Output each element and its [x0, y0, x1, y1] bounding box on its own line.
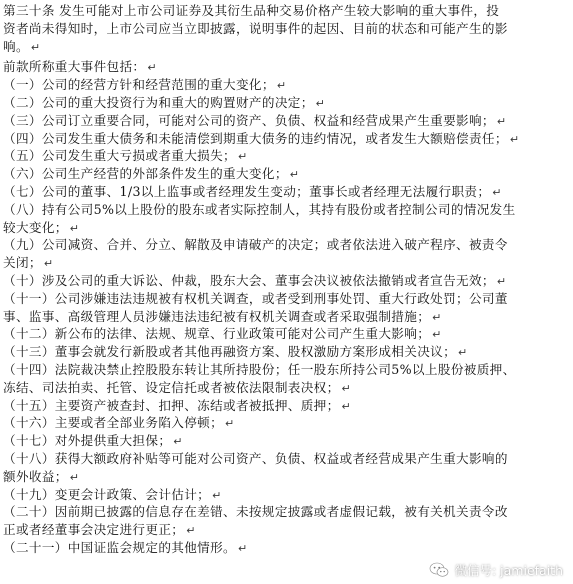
line-text: 响。	[3, 38, 29, 54]
line-text: 资者尚未得知时，上市公司应当立即披露，说明事件的起因、目前的状态和可能产生的影	[3, 20, 508, 36]
text-line	[3, 539, 570, 557]
paragraph-mark: ↵	[276, 79, 287, 93]
text-line	[3, 76, 570, 94]
paragraph-mark: ↵	[315, 96, 326, 110]
text-line	[3, 290, 570, 308]
text-line	[3, 112, 570, 130]
text-line	[3, 130, 570, 148]
line-text: （十四）法院裁决禁止控股股东转让其所持股份；任一股东所持公司5%以上股份被质押、	[3, 361, 516, 377]
line-text: （三）公司订立重要合同，可能对公司的资产、负债、权益和经营成果产生重要影响；	[3, 112, 495, 128]
paragraph-mark: ↵	[341, 381, 352, 395]
line-text: （六）公司生产经营的外部条件发生的重大变化；	[3, 166, 288, 182]
line-text: 冻结、司法拍卖、托管、设定信托或者被依法限制表决权；	[3, 379, 340, 395]
text-line	[3, 432, 570, 450]
line-text: （一）公司的经营方针和经营范围的重大变化；	[3, 77, 275, 93]
paragraph-mark: ↵	[496, 274, 507, 288]
line-text: （十八）获得大额政府补贴等可能对公司资产、负债、权益或者经营成果产生重大影响的	[3, 450, 508, 466]
text-line	[3, 254, 570, 272]
line-text: （二十一）中国证监会规定的其他情形。	[3, 539, 236, 555]
paragraph-mark: ↵	[238, 150, 248, 164]
line-text: （十一）公司涉嫌违法违规被有权机关调查，或者受到刑事处罚、重大行政处罚；公司董	[3, 290, 508, 306]
text-line	[3, 165, 570, 183]
text-line	[3, 147, 570, 165]
line-text: （二十）因前期已披露的信息存在差错、未按规定披露或者虚假记载，被有关机关责令改	[3, 504, 508, 520]
text-line	[3, 20, 570, 38]
paragraph-mark: ↵	[238, 541, 248, 555]
regulation-text	[3, 2, 570, 557]
text-line	[3, 468, 570, 486]
paragraph-mark: ↵	[509, 132, 520, 146]
line-text: 正或者经董事会决定进行更正；	[3, 522, 185, 538]
text-line	[3, 308, 570, 326]
paragraph-mark: ↵	[43, 257, 54, 271]
paragraph-mark: ↵	[173, 435, 183, 449]
paragraph-mark: ↵	[69, 221, 80, 235]
paragraph-mark: ↵	[496, 114, 507, 128]
line-text: （十二）新公布的法律、法规、规章、行业政策可能对公司产生重大影响；	[3, 326, 431, 342]
text-line	[3, 343, 570, 361]
text-line	[3, 450, 570, 468]
line-text: （七）公司的董事、1/3以上监事或者经理发生变动；董事长或者经理无法履行职责；	[3, 183, 491, 199]
line-text: （十七）对外提供重大担保；	[3, 433, 172, 449]
line-text: （十九）变更会计政策、会计估计；	[3, 486, 211, 502]
line-text: （八）持有公司5%以上股份的股东或者实际控制人，其持有股份或者控制公司的情况发生	[3, 201, 516, 217]
line-text: 较大变化；	[3, 219, 68, 235]
text-line	[3, 201, 570, 219]
text-line	[3, 361, 570, 379]
text-line	[3, 2, 570, 20]
paragraph-mark: ↵	[212, 488, 222, 502]
line-text: （二）公司的重大投资行为和重大的购置财产的决定；	[3, 94, 314, 110]
line-text: 关闭；	[3, 255, 42, 271]
paragraph-mark: ↵	[30, 40, 41, 54]
paragraph-mark: ↵	[432, 310, 442, 324]
line-text: （四）公司发生重大债务和未能清偿到期重大债务的违约情况，或者发生大额赔偿责任；	[3, 130, 508, 146]
line-text: （十五）主要资产被查封、扣押、冻结或者被抵押、质押；	[3, 397, 340, 413]
text-line	[3, 397, 570, 415]
text-line	[3, 521, 570, 539]
line-text: （十）涉及公司的重大诉讼、仲裁，股东大会、董事会决议被依法撤销或者宣告无效；	[3, 272, 495, 288]
text-line	[3, 58, 570, 76]
paragraph-mark: ↵	[432, 328, 442, 342]
text-line	[3, 183, 570, 201]
line-text: 前款所称重大事件包括：	[3, 59, 146, 75]
watermark-text: 微信号: jamiefaith	[454, 563, 563, 578]
paragraph-mark: ↵	[341, 399, 352, 413]
wechat-icon	[429, 562, 449, 578]
text-line	[3, 379, 570, 397]
line-text: 额外收益；	[3, 468, 68, 484]
paragraph-mark: ↵	[492, 185, 502, 199]
line-text: （五）公司发生重大亏损或者重大损失；	[3, 148, 236, 164]
text-line	[3, 414, 570, 432]
wechat-watermark	[429, 561, 563, 579]
text-line	[3, 38, 570, 56]
line-text: （十三）董事会就发行新股或者其他再融资方案、股权激励方案形成相关决议；	[3, 344, 457, 360]
paragraph-mark: ↵	[69, 470, 80, 484]
paragraph-mark: ↵	[186, 524, 196, 538]
text-line	[3, 486, 570, 504]
line-text: 第三十条 发生可能对上市公司证券及其衍生品种交易价格产生较大影响的重大事件，投	[3, 3, 500, 18]
paragraph-mark: ↵	[225, 417, 235, 431]
text-line	[3, 272, 570, 290]
paragraph-mark: ↵	[289, 168, 300, 182]
text-line	[3, 94, 570, 112]
text-line	[3, 236, 570, 254]
line-text: （十六）主要或者全部业务陷入停顿；	[3, 415, 224, 431]
paragraph-mark: ↵	[458, 346, 468, 360]
line-text: 事、监事、高级管理人员涉嫌违法违纪被有权机关调查或者采取强制措施；	[3, 308, 431, 324]
text-line	[3, 219, 570, 237]
line-text: （九）公司减资、合并、分立、解散及申请破产的决定；或者依法进入破产程序、被责令	[3, 237, 508, 253]
text-line	[3, 325, 570, 343]
paragraph-mark: ↵	[147, 61, 157, 75]
text-line	[3, 503, 570, 521]
